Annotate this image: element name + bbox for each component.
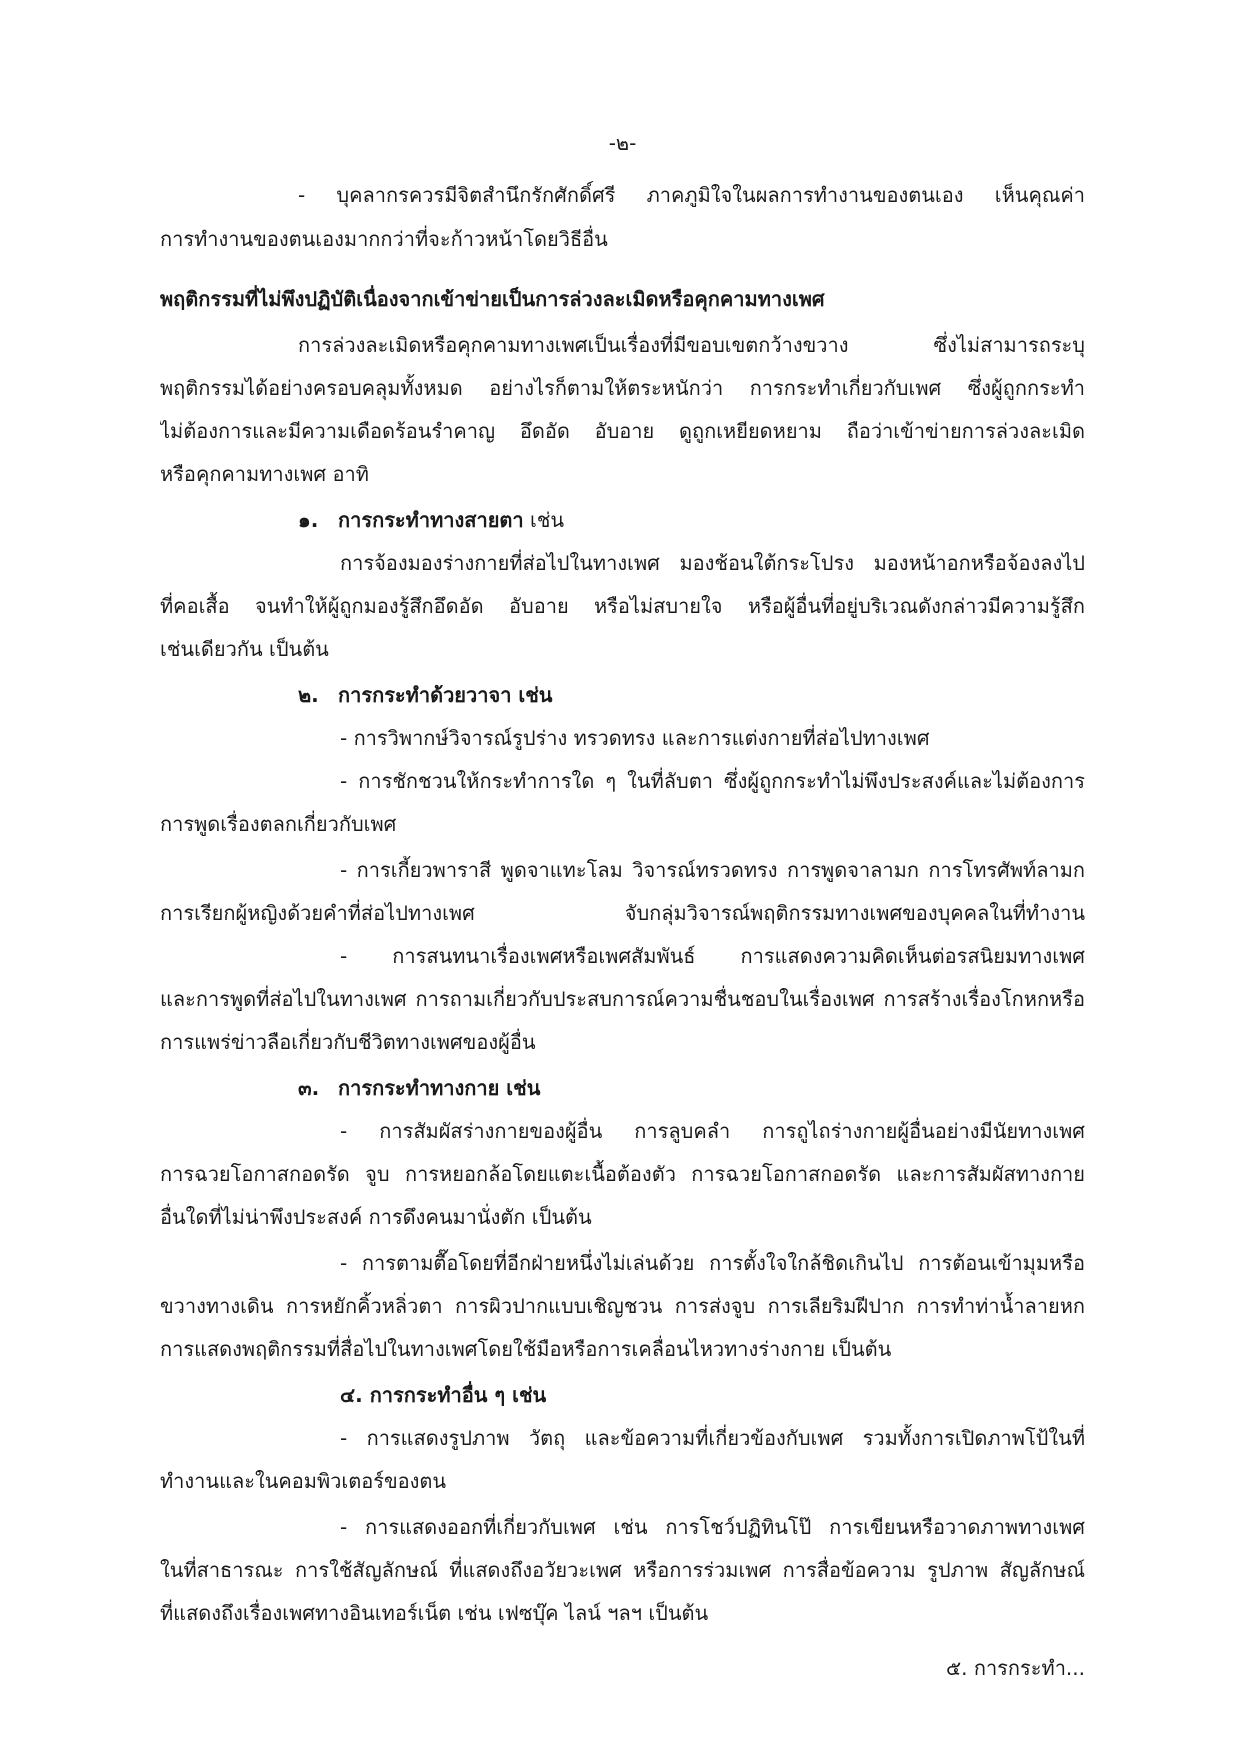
section-intro-line-2: พฤติกรรมได้อย่างครอบคลุมทั้งหมด อย่างไรก็ตามให้ตระหนักว่า การกระทำเกี่ยวกับเพศ ซึ่งผู้ถูกกระทำ: [160, 376, 1085, 400]
item-1-heading: [298, 505, 1085, 535]
item-2-bullet-3-line-2: การเรียกผู้หญิงด้วยคำที่ส่อไปทางเพศ จับกลุ่มวิจารณ์พฤติกรรมทางเพศของบุคคลในที่ทำงาน: [160, 901, 1085, 925]
item-2-bullet-2-line-1: - การชักชวนให้กระทำการใด ๆ ในที่ลับตา ซึ่งผู้ถูกกระทำไม่พึงประสงค์และไม่ต้องการ: [340, 769, 1085, 793]
intro-line-1: - บุคลากรควรมีจิตสำนึกรักศักดิ์ศรี ภาคภูมิใจในผลการทำงานของตนเอง เห็นคุณค่า: [298, 183, 1085, 207]
item-2-bullet-4-line-3: การแพร่ข่าวลือเกี่ยวกับชีวิตทางเพศของผู้อื่น: [160, 1030, 536, 1054]
page-number: -๒-: [608, 131, 637, 155]
item-1-number: ๑.: [298, 508, 319, 532]
section-intro-line-1: การล่วงละเมิดหรือคุกคามทางเพศเป็นเรื่องที่มีขอบเขตกว้างขวาง ซึ่งไม่สามารถระบุ: [298, 333, 1085, 357]
item-3-title: การกระทำทางกาย เช่น: [338, 1076, 541, 1100]
item-3-bullet-2-line-1: - การตามตื๊อโดยที่อีกฝ่ายหนึ่งไม่เล่นด้วย การตั้งใจใกล้ชิดเกินไป การต้อนเข้ามุมหรือ: [340, 1251, 1085, 1275]
item-4-bullet-2-line-3: ที่แสดงถึงเรื่องเพศทางอินเทอร์เน็ต เช่น เฟซบุ๊ค ไลน์ ฯลฯ เป็นต้น: [160, 1601, 709, 1625]
item-2-bullet-4-line-1: - การสนทนาเรื่องเพศหรือเพศสัมพันธ์ การแสดงความคิดเห็นต่อรสนิยมทางเพศ: [340, 944, 1085, 968]
item-4-bullet-1-line-1: - การแสดงรูปภาพ วัตถุ และข้อความที่เกี่ยวข้องกับเพศ รวมทั้งการเปิดภาพโป้ในที่: [340, 1426, 1085, 1450]
section-intro-line-3: ไม่ต้องการและมีความเดือดร้อนรำคาญ อึดอัด อับอาย ดูถูกเหยียดหยาม ถือว่าเข้าข่ายการล่วงละเมิด: [160, 419, 1085, 443]
item-4-bullet-1-line-2: ทำงานและในคอมพิวเตอร์ของตน: [160, 1469, 447, 1493]
item-4-bullet-2-line-1: - การแสดงออกที่เกี่ยวกับเพศ เช่น การโชว์ปฏิทินโป๊ การเขียนหรือวาดภาพทางเพศ: [340, 1515, 1085, 1539]
item-2-number: ๒.: [298, 683, 319, 707]
item-1-line-1: การจ้องมองร่างกายที่ส่อไปในทางเพศ มองช้อนใต้กระโปรง มองหน้าอกหรือจ้องลงไป: [340, 551, 1085, 575]
continuation-note: ๕. การกระทำ...: [945, 1656, 1085, 1680]
item-2-bullet-4-line-2: และการพูดที่ส่อไปในทางเพศ การถามเกี่ยวกับประสบการณ์ความชื่นชอบในเรื่องเพศ การสร้างเรื่องโกหกหรือ: [160, 987, 1085, 1011]
intro-line-2: การทำงานของตนเองมากกว่าที่จะก้าวหน้าโดยวิธีอื่น: [160, 227, 608, 251]
item-1-title-suffix: เช่น: [523, 508, 565, 532]
item-1-line-2: ที่คอเสื้อ จนทำให้ผู้ถูกมองรู้สึกอึดอัด อับอาย หรือไม่สบายใจ หรือผู้อื่นที่อยู่บริเวณดังกล่าวมีความรู้สึก: [160, 594, 1085, 618]
item-4-heading: ๔. การกระทำอื่น ๆ เช่น: [340, 1383, 547, 1407]
item-2-heading: [298, 680, 1085, 710]
section-intro-line-4: หรือคุกคามทางเพศ อาทิ: [160, 462, 369, 486]
item-3-bullet-2-line-2: ขวางทางเดิน การหยักคิ้วหลิ่วตา การผิวปากแบบเชิญชวน การส่งจูบ การเลียริมฝีปาก การทำท่าน้ำลายหก: [160, 1294, 1085, 1318]
item-3-bullet-2-line-3: การแสดงพฤติกรรมที่สื่อไปในทางเพศโดยใช้มือหรือการเคลื่อนไหวทางร่างกาย เป็นต้น: [160, 1337, 892, 1361]
item-1-title: การกระทำทางสายตา: [338, 508, 524, 532]
item-3-bullet-1-line-2: การฉวยโอกาสกอดรัด จูบ การหยอกล้อโดยแตะเนื้อต้องตัว การฉวยโอกาสกอดรัด และการสัมผัสทางกาย: [160, 1162, 1085, 1186]
section-heading: พฤติกรรมที่ไม่พึงปฏิบัติเนื่องจากเข้าข่ายเป็นการล่วงละเมิดหรือคุกคามทางเพศ: [160, 287, 825, 311]
item-3-heading: [298, 1073, 1085, 1103]
item-4-bullet-2-line-2: ในที่สาธารณะ การใช้สัญลักษณ์ ที่แสดงถึงอวัยวะเพศ หรือการร่วมเพศ การสื่อข้อความ รูปภาพ สัญลักษณ์: [160, 1558, 1085, 1582]
item-2-bullet-2-line-2: การพูดเรื่องตลกเกี่ยวกับเพศ: [160, 812, 397, 836]
item-1-line-3: เช่นเดียวกัน เป็นต้น: [160, 637, 329, 661]
item-3-bullet-1-line-1: - การสัมผัสร่างกายของผู้อื่น การลูบคลำ การถูไถร่างกายผู้อื่นอย่างมีนัยทางเพศ: [340, 1119, 1085, 1143]
item-3-number: ๓.: [298, 1076, 320, 1100]
item-3-bullet-1-line-3: อื่นใดที่ไม่น่าพึงประสงค์ การดึงคนมานั่งตัก เป็นต้น: [160, 1205, 592, 1229]
item-2-bullet-3-line-1: - การเกี้ยวพาราสี พูดจาแทะโลม วิจารณ์ทรวดทรง การพูดจาลามก การโทรศัพท์ลามก: [340, 858, 1085, 882]
item-2-title: การกระทำด้วยวาจา เช่น: [338, 683, 553, 707]
item-2-bullet-1: - การวิพากษ์วิจารณ์รูปร่าง ทรวดทรง และการแต่งกายที่ส่อไปทางเพศ: [340, 726, 930, 750]
